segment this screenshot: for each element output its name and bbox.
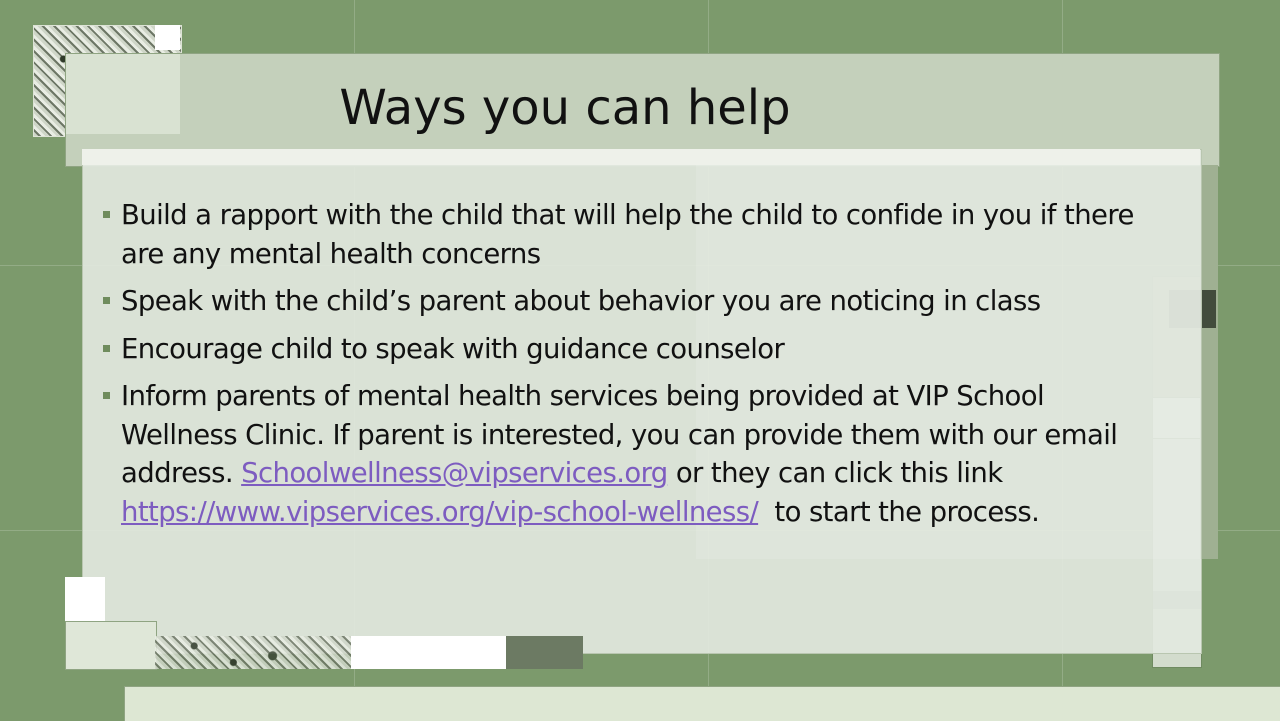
bullet-marker <box>103 392 110 399</box>
content-panel-header <box>82 149 1200 165</box>
bullet-item <box>100 282 1140 321</box>
bullet-marker <box>103 345 110 352</box>
decorative-square <box>65 621 157 670</box>
footer-bar <box>124 686 1280 721</box>
decorative-square <box>155 25 180 50</box>
bullet-marker <box>103 211 110 218</box>
decorative-square <box>65 577 105 621</box>
decorative-bar <box>506 636 583 669</box>
bullet-marker <box>103 297 110 304</box>
slide-title: Ways you can help <box>339 80 791 136</box>
bullet-text: or they can click this link <box>667 457 1003 489</box>
bullet-text: Build a rapport with the child that will help the child to confide in you if there are any mental health concerns <box>121 199 1134 270</box>
bullet-item <box>100 330 1140 369</box>
bullet-text: Speak with the child’s parent about behavior you are noticing in class <box>121 285 1041 317</box>
tree-photo-bottom-strip <box>155 636 351 669</box>
decorative-bar <box>351 636 506 669</box>
website-link[interactable]: https://www.vipservices.org/vip-school-wellness/ <box>121 495 759 528</box>
bullet-item <box>100 196 1140 273</box>
decorative-bar <box>1200 165 1218 559</box>
bullet-text: to start the process. <box>758 495 1040 528</box>
bullet-text: Encourage child to speak with guidance counselor <box>121 332 785 365</box>
bullet-list <box>100 196 1140 540</box>
bullet-text: Inform parents of mental health services being provided at VIP School Wellness Clinic. If parent is interested, you can provide them with our email address. <box>121 380 1118 489</box>
bullet-item <box>100 377 1140 531</box>
email-link[interactable]: Schoolwellness@vipservices.org <box>241 457 668 489</box>
